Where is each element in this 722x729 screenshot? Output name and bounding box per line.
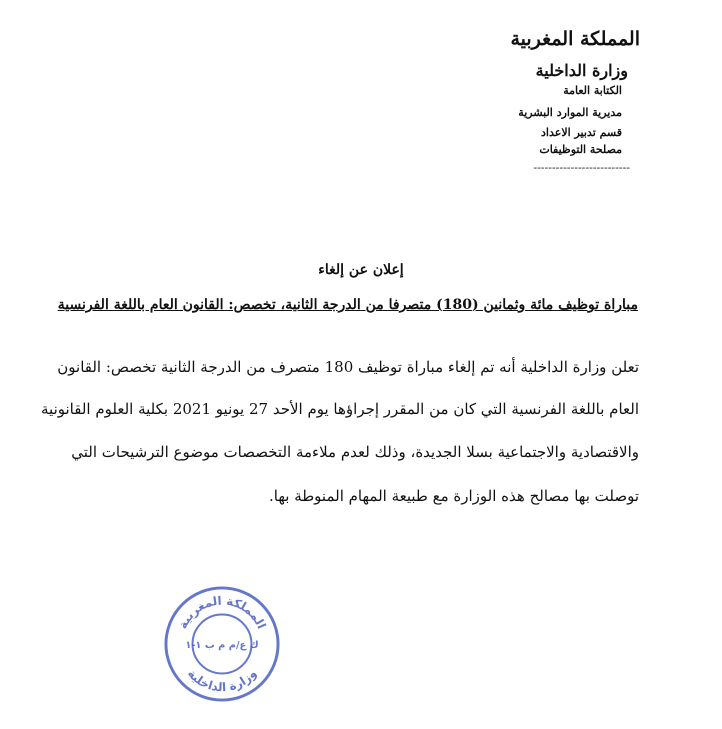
recruitment-service: مصلحة التوظيفات [539, 143, 622, 156]
hr-directorate: مديرية الموارد البشرية [518, 106, 622, 119]
body-line: والاقتصادية والاجتماعية بسلا الجديدة، وذلك لعدم ملاءمة التخصصات موضوع الترشيحات التي [71, 443, 639, 461]
svg-text:وزارة الداخلية [185, 666, 260, 694]
stamp-center-text: ك ع/م م ب ١-١ [185, 639, 259, 651]
stamp-bottom-text: وزارة الداخلية [184, 666, 260, 695]
staff-division: قسم تدبير الاعداد [541, 126, 622, 139]
ministry-stamp [163, 585, 281, 703]
ministry-name: وزارة الداخلية [535, 61, 628, 80]
kingdom-name: المملكة المغربية [510, 28, 640, 50]
header-separator: -------------------------- [533, 161, 630, 174]
stamp-top-text: المملكة المغربية [175, 593, 269, 631]
announcement-subtitle: مباراة توظيف مائة وثمانين (180) متصرفا من الدرجة الثانية، تخصص: القانون العام باللغة الفرنسية [57, 297, 638, 313]
general-secretariat: الكتابة العامة [563, 84, 622, 97]
body-line: العام باللغة الفرنسية التي كان من المقرر إجراؤها يوم الأحد 27 يونيو 2021 بكلية العلوم القانونية [41, 400, 639, 418]
announcement-title: إعلان عن إلغاء [318, 262, 404, 278]
body-line: توصلت بها مصالح هذه الوزارة مع طبيعة المهام المنوطة بها. [269, 487, 639, 505]
body-line: تعلن وزارة الداخلية أنه تم إلغاء مباراة توظيف 180 متصرف من الدرجة الثانية تخصص: القانون [57, 358, 639, 376]
